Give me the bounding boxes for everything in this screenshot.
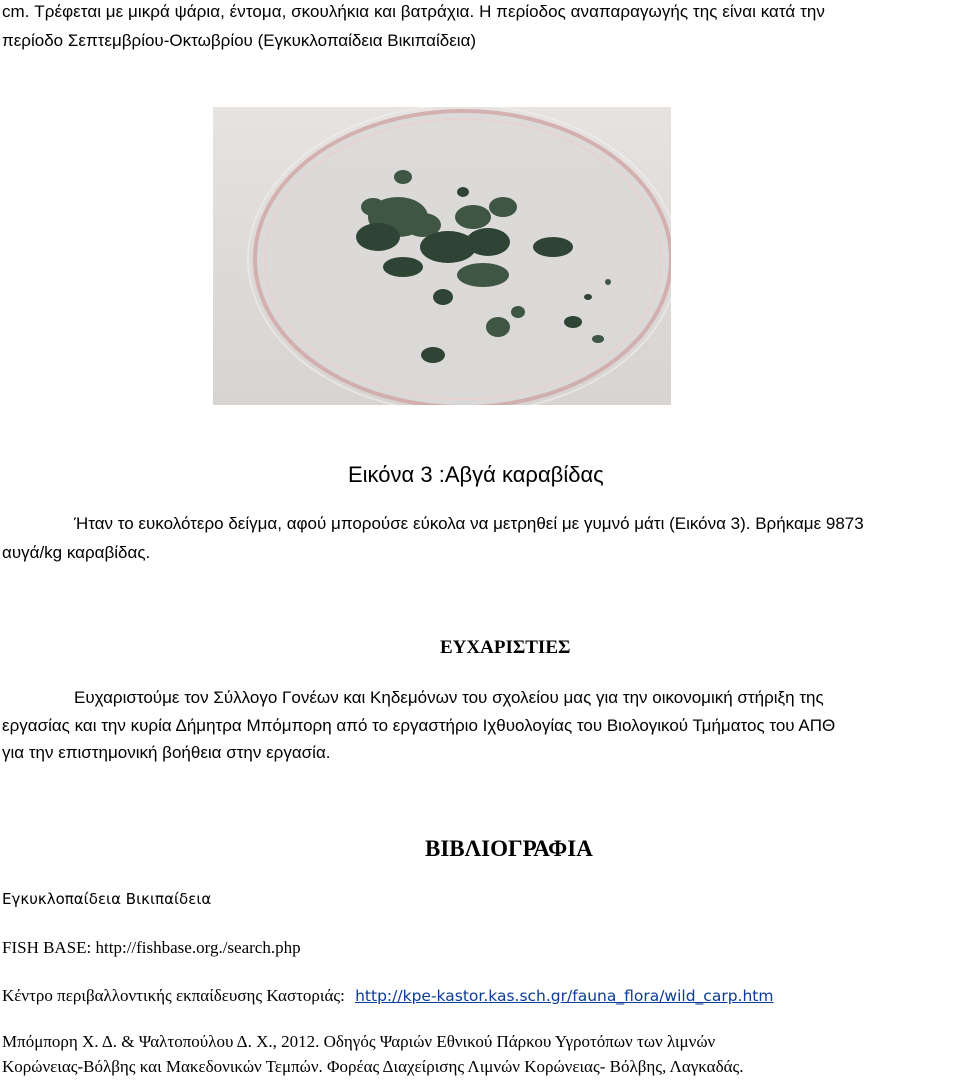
intro-line-2: περίοδο Σεπτεμβρίου-Οκτωβρίου (Εγκυκλοπαίδεια Βικιπαίδεια): [2, 31, 477, 50]
thanks-line-1: Ευχαριστούμε τον Σύλλογο Γονέων και Κηδεμόνων του σχολείου μας για την οικονομική στήριξη της: [74, 688, 824, 707]
bibliography-ref-wikipedia: Εγκυκλοπαίδεια Βικιπαίδεια: [2, 890, 212, 908]
thanks-heading: ΕΥΧΑΡΙΣΤΙΕΣ: [440, 637, 571, 658]
bibliography-ref-kpe-link[interactable]: http://kpe-kastor.kas.sch.gr/fauna_flora/wild_carp.htm: [355, 987, 774, 1005]
figure-caption: Εικόνα 3 :Αβγά καραβίδας: [348, 462, 604, 487]
bibliography-ref-guide-line-2: Κορώνειας-Βόλβης και Μακεδονικών Τεμπών. Φορέας Διαχείρισης Λιμνών Κορώνειας- Βόλβης, Λαγκαδάς.: [2, 1057, 744, 1076]
petri-dish-illustration: [213, 107, 671, 405]
bibliography-ref-kpe-text: Κέντρο περιβαλλοντικής εκπαίδευσης Καστοριάς:: [2, 986, 345, 1005]
bibliography-heading: ΒΙΒΛΙΟΓΡΑΦΙΑ: [425, 836, 593, 861]
result-line-1: Ήταν το ευκολότερο δείγμα, αφού μπορούσε εύκολα να μετρηθεί με γυμνό μάτι (Εικόνα 3). Βρήκαμε 9873: [74, 514, 864, 533]
intro-line-1: cm. Τρέφεται με μικρά ψάρια, έντομα, σκουλήκια και βατράχια. Η περίοδος αναπαραγωγής της είναι κατά την: [2, 2, 825, 21]
bibliography-ref-kpe: [2, 986, 773, 1006]
thanks-line-2: εργασίας και την κυρία Δήμητρα Μπόμπορη από το εργαστήριο Ιχθυολογίας του Βιολογικού Τμήματος του ΑΠΘ: [2, 716, 836, 735]
thanks-line-3: για την επιστημονική βοήθεια στην εργασία.: [2, 743, 331, 762]
bibliography-ref-guide-line-1: Μπόμπορη Χ. Δ. & Ψαλτοπούλου Δ. Χ., 2012. Οδηγός Ψαριών Εθνικού Πάρκου Υγροτόπων των λιμνών: [2, 1032, 716, 1051]
result-line-2: αυγά/kg καραβίδας.: [2, 543, 151, 562]
bibliography-ref-fishbase: FISH BASE: http://fishbase.org./search.php: [2, 938, 301, 957]
crayfish-eggs-photo: [213, 107, 671, 405]
